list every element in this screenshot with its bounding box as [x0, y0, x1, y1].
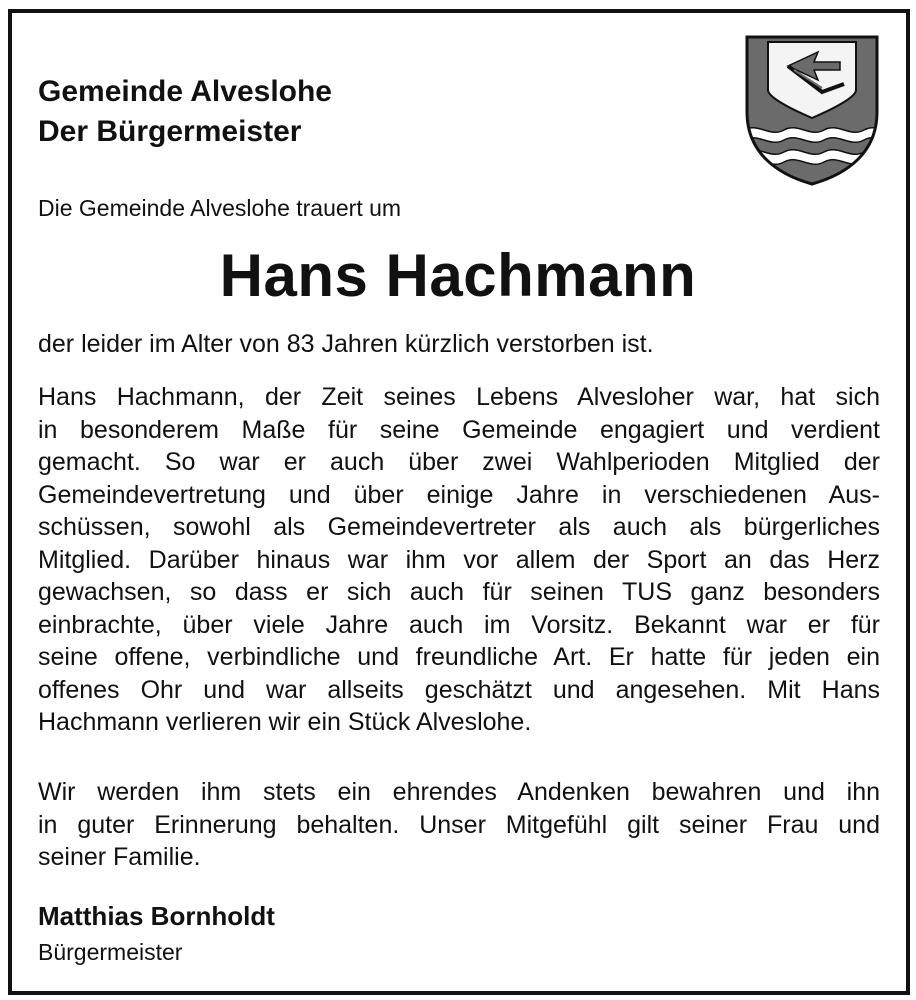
signer-name: Matthias Bornholdt [38, 901, 275, 931]
intro-text: Die Gemeinde Alveslohe trauert um [38, 195, 402, 221]
tribute-line: seine offene, verbindliche und freundliche Art. Er hatte für jeden ein [38, 643, 880, 671]
condolence-line: Wir werden ihm stets ein ehrendes Andenken bewahren und ihn [38, 778, 880, 806]
tribute-line: Hachmann verlieren wir ein Stück Alveslohe. [38, 708, 532, 736]
coat-of-arms-icon [744, 34, 880, 186]
tribute-line: Gemeindevertretung und über einige Jahre in verschiedenen Aus- [38, 480, 880, 509]
tribute-line: gemacht. So war er auch über zwei Wahlperioden Mitglied der [38, 448, 880, 476]
tribute-line: Hans Hachmann, der Zeit seines Lebens Alvesloher war, hat sich [38, 383, 880, 411]
condolence-line: seiner Familie. [38, 843, 201, 871]
tribute-line: offenes Ohr und war allseits geschätzt und angesehen. Mit Hans [38, 675, 880, 704]
condolence-line: in guter Erinnerung behalten. Unser Mitgefühl gilt seiner Frau und [38, 810, 880, 839]
issuer-heading [38, 72, 332, 152]
signer-role: Bürgermeister [38, 939, 183, 965]
tribute-line: in besonderem Maße für seine Gemeinde engagiert und verdient [38, 415, 880, 444]
tribute-line: einbrachte, über viele Jahre auch im Vorsitz. Bekannt war er für [38, 610, 880, 639]
condolence-paragraph [38, 776, 880, 874]
issuer-title: Der Bürgermeister [38, 115, 302, 148]
tribute-line: schüssen, sowohl als Gemeindevertreter als auch als bürgerliches [38, 513, 880, 541]
municipality-name: Gemeinde Alveslohe [38, 75, 332, 108]
tribute-paragraph [38, 381, 880, 739]
tribute-line: Mitglied. Darüber hinaus war ihm vor allem der Sport an das Herz [38, 545, 880, 574]
age-statement: der leider im Alter von 83 Jahren kürzlich verstorben ist. [38, 330, 654, 358]
tribute-line: gewachsen, so dass er sich auch für seinen TUS ganz besonders [38, 578, 880, 606]
deceased-name: Hans Hachmann [219, 242, 697, 309]
